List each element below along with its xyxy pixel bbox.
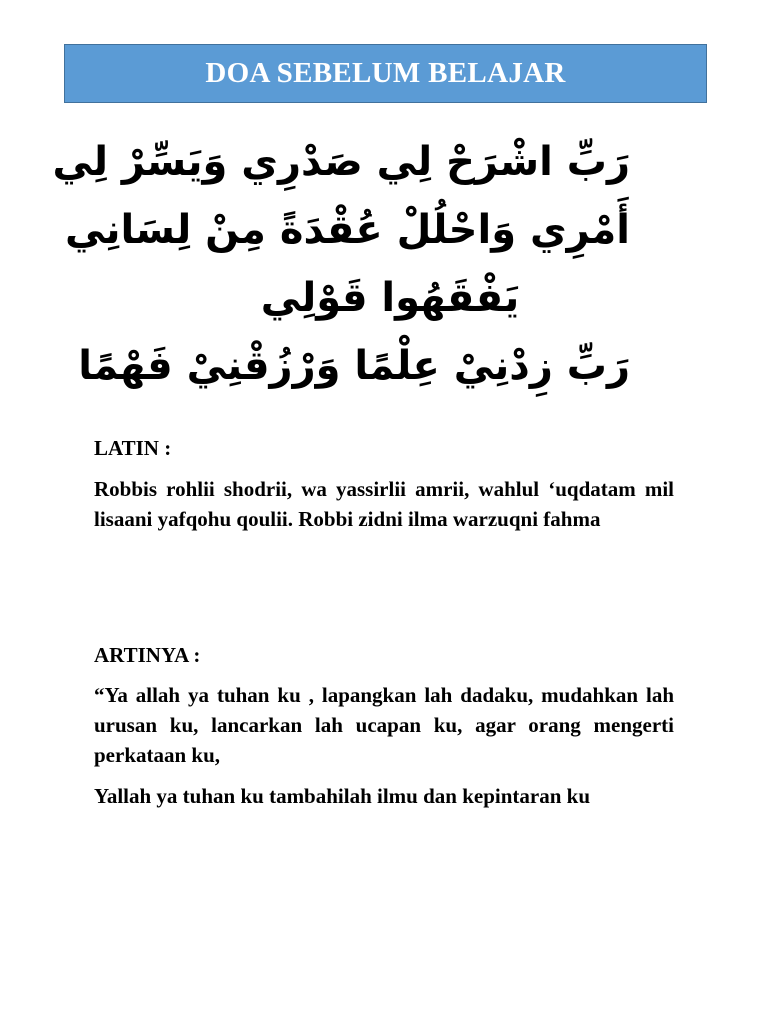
artinya-section-body-2 bbox=[94, 781, 674, 811]
title-banner bbox=[64, 44, 707, 103]
artinya-label: ARTINYA : bbox=[94, 643, 201, 667]
artinya-paragraph-2: Yallah ya tuhan ku tambahilah ilmu dan kepintaran ku bbox=[94, 784, 591, 808]
page-title: DOA SEBELUM BELAJAR bbox=[205, 57, 566, 89]
arabic-prayer-text bbox=[52, 128, 630, 418]
arabic-line-4: رَبِّ زِدْنِيْ عِلْمًا وَرْزُقْنِيْ فَهْمًا bbox=[78, 343, 630, 389]
latin-transliteration: Robbis rohlii shodrii, wa yassirlii amrii, wahlul ‘uqdatam mil lisaani yafqohu qoulii. Robbi zidni ilma warzuqni fahma bbox=[94, 477, 674, 531]
arabic-line-2: أَمْرِي وَاحْلُلْ عُقْدَةً مِنْ لِسَانِي bbox=[65, 207, 630, 253]
latin-section-label bbox=[94, 433, 674, 463]
artinya-section-label bbox=[94, 640, 674, 670]
latin-label: LATIN : bbox=[94, 436, 172, 460]
arabic-line-3: يَفْقَهُوا قَوْلِي bbox=[260, 275, 520, 321]
latin-section-body bbox=[94, 474, 674, 534]
artinya-section-body-1 bbox=[94, 680, 674, 770]
arabic-line-1: رَبِّ اشْرَحْ لِي صَدْرِي وَيَسِّرْ لِي bbox=[52, 139, 630, 185]
artinya-paragraph-1: “Ya allah ya tuhan ku , lapangkan lah dadaku, mudahkan lah urusan ku, lancarkan lah ucapan ku, agar orang mengerti perkataan ku, bbox=[94, 683, 674, 767]
